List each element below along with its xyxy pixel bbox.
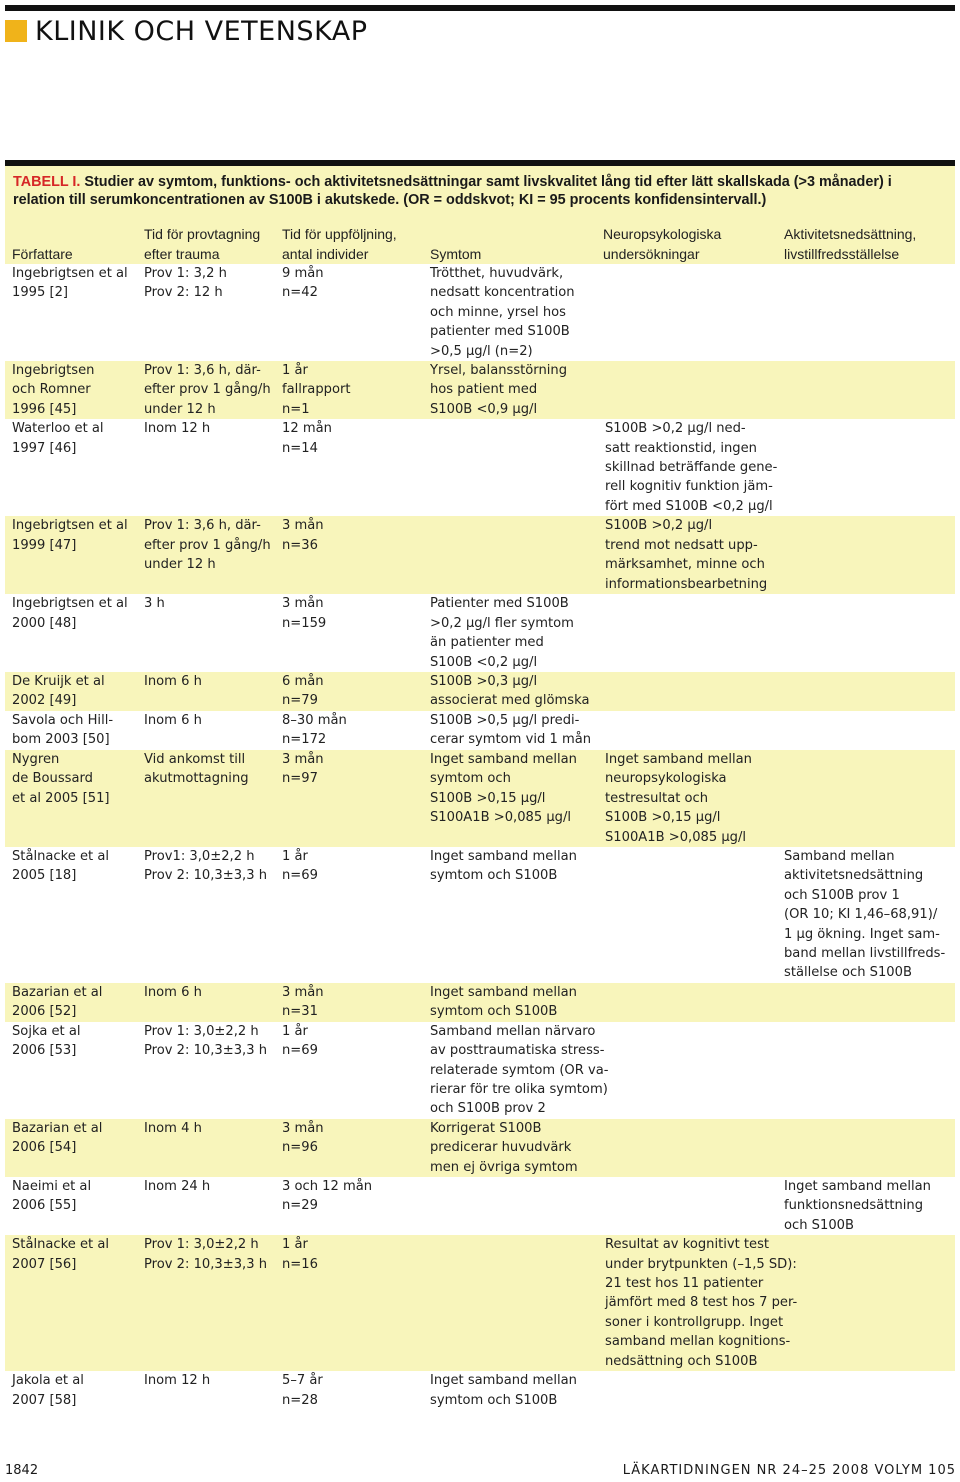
table-row	[5, 750, 955, 847]
page-number: 1842	[5, 1463, 39, 1478]
cell-sampling-time: Vid ankomst till akutmottagning	[144, 751, 249, 787]
cell-author: Bazarian et al 2006 [52]	[12, 984, 103, 1020]
top-rule	[5, 5, 955, 11]
cell-neuropsych: Inget samband mellan neuropsykologiska testresultat och S100B >0,15 µg/l S100A1B >0,085 µg/l	[605, 751, 752, 845]
cell-sampling-time: Prov 1: 3,0±2,2 h Prov 2: 10,3±3,3 h	[144, 1237, 267, 1272]
cell-author: Stålnacke et al 2005 [18]	[12, 848, 109, 884]
table-row	[5, 264, 955, 361]
column-header-sampling-time: Tid för provtagning efter trauma	[144, 226, 261, 262]
section-marker	[5, 20, 27, 42]
table-row	[5, 847, 955, 983]
table-row	[5, 1119, 955, 1177]
cell-follow-up: 3 mån n=36	[282, 518, 324, 553]
cell-activity	[777, 264, 955, 361]
cell-sampling-time: 3 h	[144, 596, 165, 612]
cell-follow-up: 6 mån n=79	[282, 673, 324, 709]
cell-follow-up: 3 mån n=97	[282, 751, 324, 787]
cell-sampling-time: Inom 12 h	[144, 1373, 211, 1389]
cell-author: Stålnacke et al 2007 [56]	[12, 1237, 109, 1272]
cell-neuropsych	[596, 1177, 777, 1235]
cell-symptoms: Inget samband mellan symtom och S100B	[430, 848, 577, 884]
column-header-symptoms: Symtom	[430, 245, 482, 262]
cell-activity	[777, 711, 955, 750]
cell-neuropsych	[596, 264, 777, 361]
cell-author: De Kruijk et al 2002 [49]	[12, 673, 105, 709]
cell-activity	[777, 1371, 955, 1413]
cell-sampling-time: Inom 6 h	[144, 984, 202, 1000]
table-row	[5, 1235, 955, 1371]
cell-follow-up: 3 mån n=96	[282, 1120, 324, 1156]
cell-sampling-time: Prov 1: 3,0±2,2 h Prov 2: 10,3±3,3 h	[144, 1023, 267, 1059]
cell-activity	[777, 983, 955, 1022]
cell-symptoms: S100B >0,3 µg/l associerat med glömska	[430, 673, 590, 709]
table-row	[5, 983, 955, 1022]
cell-neuropsych	[596, 711, 777, 750]
cell-neuropsych	[596, 1371, 777, 1413]
cell-author: Jakola et al 2007 [58]	[12, 1373, 84, 1408]
cell-follow-up: 3 mån n=159	[282, 596, 327, 631]
cell-symptoms: Trötthet, huvudvärk, nedsatt koncentration och minne, yrsel hos patienter med S100B >0,5 µg/l (n=2)	[430, 266, 575, 359]
cell-activity	[777, 419, 955, 516]
cell-author: Ingebrigtsen et al 1995 [2]	[12, 266, 128, 301]
table-row	[5, 516, 955, 594]
cell-symptoms: Patienter med S100B >0,2 µg/l fler symtom än patienter med S100B <0,2 µg/l	[430, 596, 574, 670]
cell-author: Sojka et al 2006 [53]	[12, 1023, 81, 1059]
table-row	[5, 361, 955, 419]
table-caption	[5, 166, 955, 216]
cell-symptoms: Inget samband mellan symtom och S100B	[430, 984, 577, 1020]
cell-follow-up: 1 år fallrapport n=1	[282, 363, 351, 417]
cell-sampling-time: Inom 4 h	[144, 1120, 202, 1136]
cell-neuropsych	[596, 672, 777, 711]
cell-activity	[777, 750, 955, 847]
table-row	[5, 594, 955, 672]
cell-symptoms	[423, 1177, 596, 1235]
cell-follow-up: 8–30 mån n=172	[282, 712, 347, 748]
cell-neuropsych	[596, 983, 777, 1022]
cell-author: Savola och Hill- bom 2003 [50]	[12, 712, 114, 748]
cell-follow-up: 5–7 år n=28	[282, 1373, 323, 1408]
cell-neuropsych	[596, 361, 777, 419]
cell-neuropsych	[596, 847, 777, 983]
cell-activity: Inget samband mellan funktionsnedsättning och S100B	[784, 1179, 931, 1233]
cell-follow-up: 9 mån n=42	[282, 266, 324, 301]
cell-sampling-time: Prov 1: 3,6 h, där- efter prov 1 gång/h under 12 h	[144, 363, 271, 417]
cell-author: Waterloo et al 1997 [46]	[12, 421, 104, 456]
cell-activity	[777, 516, 955, 594]
section-header	[5, 16, 368, 46]
cell-neuropsych	[596, 1119, 777, 1177]
cell-sampling-time: Inom 12 h	[144, 421, 211, 437]
cell-follow-up: 12 mån n=14	[282, 421, 332, 456]
cell-author: Ingebrigtsen et al 2000 [48]	[12, 596, 128, 631]
cell-symptoms: S100B >0,5 µg/l predi- cerar symtom vid 1 mån	[430, 712, 592, 748]
cell-neuropsych: S100B >0,2 µg/l trend mot nedsatt upp- märksamhet, minne och informationsbearbetning	[605, 518, 768, 592]
table-row	[5, 1371, 955, 1413]
cell-symptoms	[423, 419, 596, 516]
cell-author: Ingebrigtsen och Romner 1996 [45]	[12, 363, 95, 417]
column-header-activity: Aktivitetsnedsättning, livstillfredsställelse	[784, 226, 917, 262]
table-row	[5, 1177, 955, 1235]
cell-activity	[777, 672, 955, 711]
cell-follow-up: 1 år n=69	[282, 1023, 318, 1059]
cell-follow-up: 1 år n=16	[282, 1237, 318, 1272]
cell-sampling-time: Prov1: 3,0±2,2 h Prov 2: 10,3±3,3 h	[144, 848, 267, 884]
cell-symptoms: Korrigerat S100B predicerar huvudvärk men ej övriga symtom	[430, 1120, 578, 1175]
cell-symptoms	[423, 1235, 596, 1371]
cell-symptoms: Yrsel, balansstörning hos patient med S100B <0,9 µg/l	[430, 363, 568, 417]
cell-author: Nygren de Boussard et al 2005 [51]	[12, 751, 110, 806]
cell-neuropsych: Resultat av kognitivt test under brytpunkten (–1,5 SD): 21 test hos 11 patienter jämfört med 8 test hos 7 per- soner i kontrollgrupp. Inget samband mellan kognitions- nedsättning och S100B	[605, 1237, 798, 1369]
cell-sampling-time: Inom 24 h	[144, 1179, 211, 1195]
cell-symptoms: Samband mellan närvaro av posttraumatiska stress- relaterade symtom (OR va- rierar för tre olika symtom) och S100B prov 2	[430, 1023, 609, 1117]
section-title: KLINIK OCH VETENSKAP	[35, 15, 368, 47]
table-row	[5, 672, 955, 711]
cell-sampling-time: Inom 6 h	[144, 712, 202, 728]
cell-author: Naeimi et al 2006 [55]	[12, 1179, 92, 1214]
table-row	[5, 419, 955, 516]
column-header-neuropsych: Neuropsykologiska undersökningar	[603, 226, 722, 262]
cell-activity	[777, 594, 955, 672]
cell-activity	[777, 361, 955, 419]
cell-author: Bazarian et al 2006 [54]	[12, 1120, 103, 1156]
table-caption-label: TABELL I.	[13, 174, 81, 190]
cell-neuropsych: S100B >0,2 µg/l ned- satt reaktionstid, ingen skillnad beträffande gene- rell kognitiv funktion jäm- fört med S100B <0,2 µg/l	[605, 421, 778, 514]
column-header-follow-up: Tid för uppföljning, antal individer	[282, 226, 397, 262]
cell-activity	[777, 1235, 955, 1371]
cell-follow-up: 1 år n=69	[282, 848, 318, 884]
cell-sampling-time: Prov 1: 3,2 h Prov 2: 12 h	[144, 266, 227, 301]
table-caption-text: Studier av symtom, funktions- och aktivitetsnedsättningar samt livskvalitet lång tid efter lätt skallskada (>3 månader) i relation till serumkoncentrationen av S100B i akutskede. (OR = oddskvot; KI = 95 procents konfidensintervall.)	[13, 174, 892, 208]
cell-neuropsych	[596, 594, 777, 672]
studies-table	[5, 216, 955, 1413]
cell-symptoms	[423, 516, 596, 594]
cell-sampling-time: Prov 1: 3,6 h, där- efter prov 1 gång/h under 12 h	[144, 518, 271, 573]
table-header-row	[5, 216, 955, 264]
cell-activity: Samband mellan aktivitetsnedsättning och S100B prov 1 (OR 10; KI 1,46–68,91)/ 1 µg ökning. Inget sam- band mellan livstillfreds- ställelse och S100B	[784, 848, 946, 981]
cell-sampling-time: Inom 6 h	[144, 673, 202, 689]
cell-follow-up: 3 och 12 mån n=29	[282, 1179, 373, 1214]
table-row	[5, 711, 955, 750]
cell-activity	[777, 1022, 955, 1119]
cell-activity	[777, 1119, 955, 1177]
table-row	[5, 1022, 955, 1119]
cell-symptoms: Inget samband mellan symtom och S100B >0,15 µg/l S100A1B >0,085 µg/l	[430, 751, 577, 826]
cell-author: Ingebrigtsen et al 1999 [47]	[12, 518, 128, 553]
cell-follow-up: 3 mån n=31	[282, 984, 324, 1020]
cell-neuropsych	[596, 1022, 777, 1119]
journal-footer: LÄKARTIDNINGEN NR 24–25 2008 VOLYM 105	[622, 1463, 956, 1478]
cell-symptoms: Inget samband mellan symtom och S100B	[430, 1373, 577, 1408]
column-header-author: Författare	[12, 245, 73, 262]
